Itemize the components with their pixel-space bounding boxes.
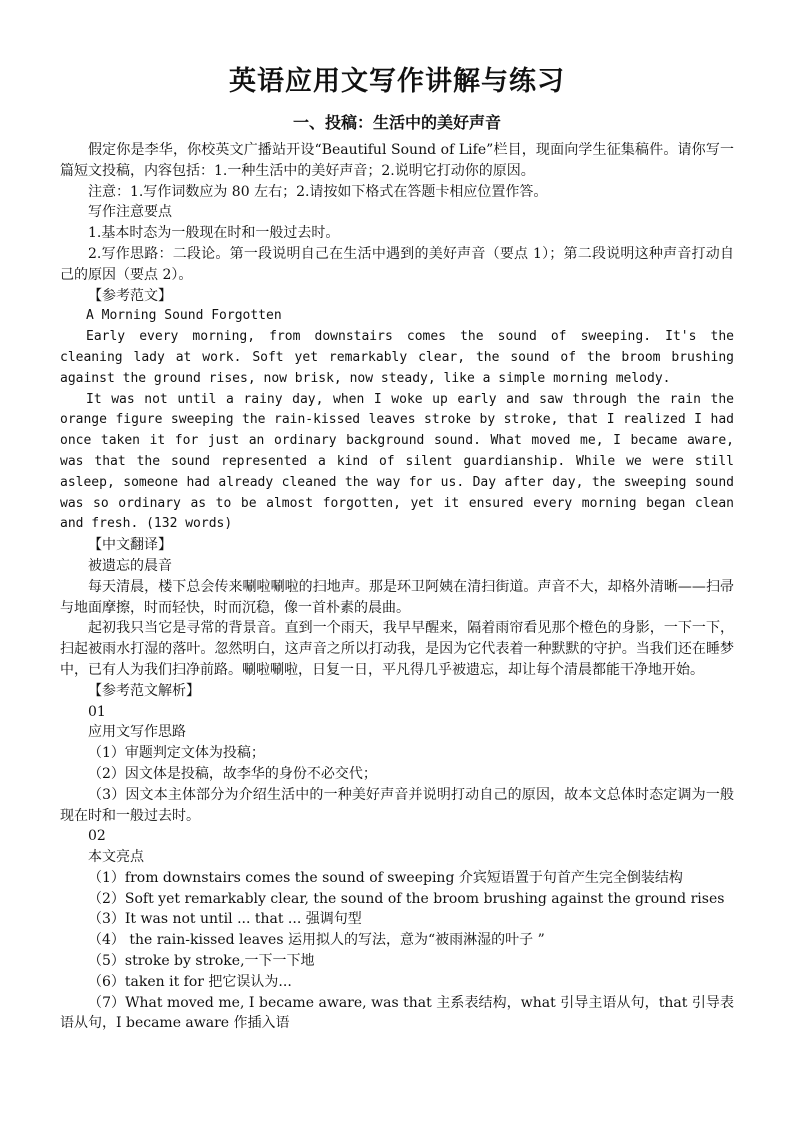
translation-paragraph-1: 每天清晨，楼下总会传来唰啦唰啦的扫地声。那是环卫阿姨在清扫街道。声音不大，却格外清晰——扫帚与地面摩擦，时而轻快，时而沉稳，像一首朴素的晨曲。	[60, 578, 734, 616]
sample-paragraph-1: Early every morning, from downstairs comes the sound of sweeping. It's the cleaning lady at work. Soft yet remarkably clear, the sound of the broom brushing against the ground rises, now brisk, now steady, like a simple morning melody.	[60, 329, 734, 386]
analysis-item: （3）因文本主体部分为介绍生活中的一种美好声音并说明打动自己的原因，故本文总体时态定调为一般现在时和一般过去时。	[60, 786, 734, 824]
translation-heading: 【中文翻译】	[88, 537, 172, 554]
highlight-item: （4） the rain-kissed leaves 运用拟人的写法，意为“被雨淋湿的叶子 ”	[88, 932, 545, 949]
highlight-item: （2）Soft yet remarkably clear, the sound of the broom brushing against the ground rises	[88, 890, 725, 907]
highlight-item: （3）It was not until ... that ... 强调句型	[88, 911, 362, 928]
sample-title: A Morning Sound Forgotten	[86, 308, 282, 324]
analysis-section-number: 01	[88, 703, 106, 720]
highlight-item: （5）stroke by stroke,一下一下地	[88, 953, 315, 970]
analysis-item: （1）审题判定文体为投稿；	[88, 745, 265, 762]
highlight-item: （1）from downstairs comes the sound of sweeping 介宾短语置于句首产生完全倒装结构	[88, 869, 683, 886]
analysis-section-title: 应用文写作思路	[88, 724, 186, 741]
writing-points-heading: 写作注意要点	[88, 204, 172, 221]
task-description: 假定你是李华，你校英文广播站开设“Beautiful Sound of Life”栏目，现面向学生征集稿件。请你写一篇短文投稿，内容包括：1.一种生活中的美好声音；2.说明它打动你的原因。	[60, 142, 734, 179]
document-page	[60, 62, 734, 1034]
highlight-item: （7）What moved me, I became aware, was that 主系表结构，what 引导主语从句，that 引导表语从句，I became aware 作插入语	[60, 994, 734, 1032]
task-note: 注意：1.写作词数应为 80 左右；2.请按如下格式在答题卡相应位置作答。	[88, 183, 548, 200]
analysis-section-number: 02	[88, 828, 106, 845]
page-title: 英语应用文写作讲解与练习	[229, 66, 565, 97]
translation-title: 被遗忘的晨音	[88, 557, 172, 574]
analysis-item: （2）因文体是投稿，故李华的身份不必交代；	[88, 765, 377, 782]
section-title: 一、投稿：生活中的美好声音	[292, 113, 501, 132]
writing-point-2: 2.写作思路：二段论。第一段说明自己在生活中遇到的美好声音（要点 1）；第二段说明这种声音打动自己的原因（要点 2）。	[60, 245, 734, 283]
analysis-section-title: 本文亮点	[88, 849, 144, 866]
translation-paragraph-2: 起初我只当它是寻常的背景音。直到一个雨天，我早早醒来，隔着雨帘看见那个橙色的身影，一下一下，扫起被雨水打湿的落叶。忽然明白，这声音之所以打动我，是因为它代表着一种默默的守护。当我们还在睡梦中，已有人为我们扫净前路。唰啦唰啦，日复一日，平凡得几乎被遗忘，却让每个清晨都能干净地开始。	[60, 620, 734, 678]
sample-paragraph-2: It was not until a rainy day, when I woke up early and saw through the rain the orange figure sweeping the rain-kissed leaves stroke by stroke, that I realized I had once taken it for just an ordinary background sound. What moved me, I became aware, was that the sound represented a kind of silent guardianship. While we were still asleep, someone had already cleaned the way for us. Day after day, the sweeping sound was so ordinary as to be almost forgotten, yet it ensured every morning began clean and fresh. (132 words)	[60, 391, 734, 532]
analysis-heading: 【参考范文解析】	[88, 682, 200, 699]
writing-point-1: 1.基本时态为一般现在时和一般过去时。	[88, 225, 340, 242]
highlight-item: （6）taken it for 把它误认为...	[88, 973, 292, 990]
sample-heading: 【参考范文】	[88, 287, 172, 304]
